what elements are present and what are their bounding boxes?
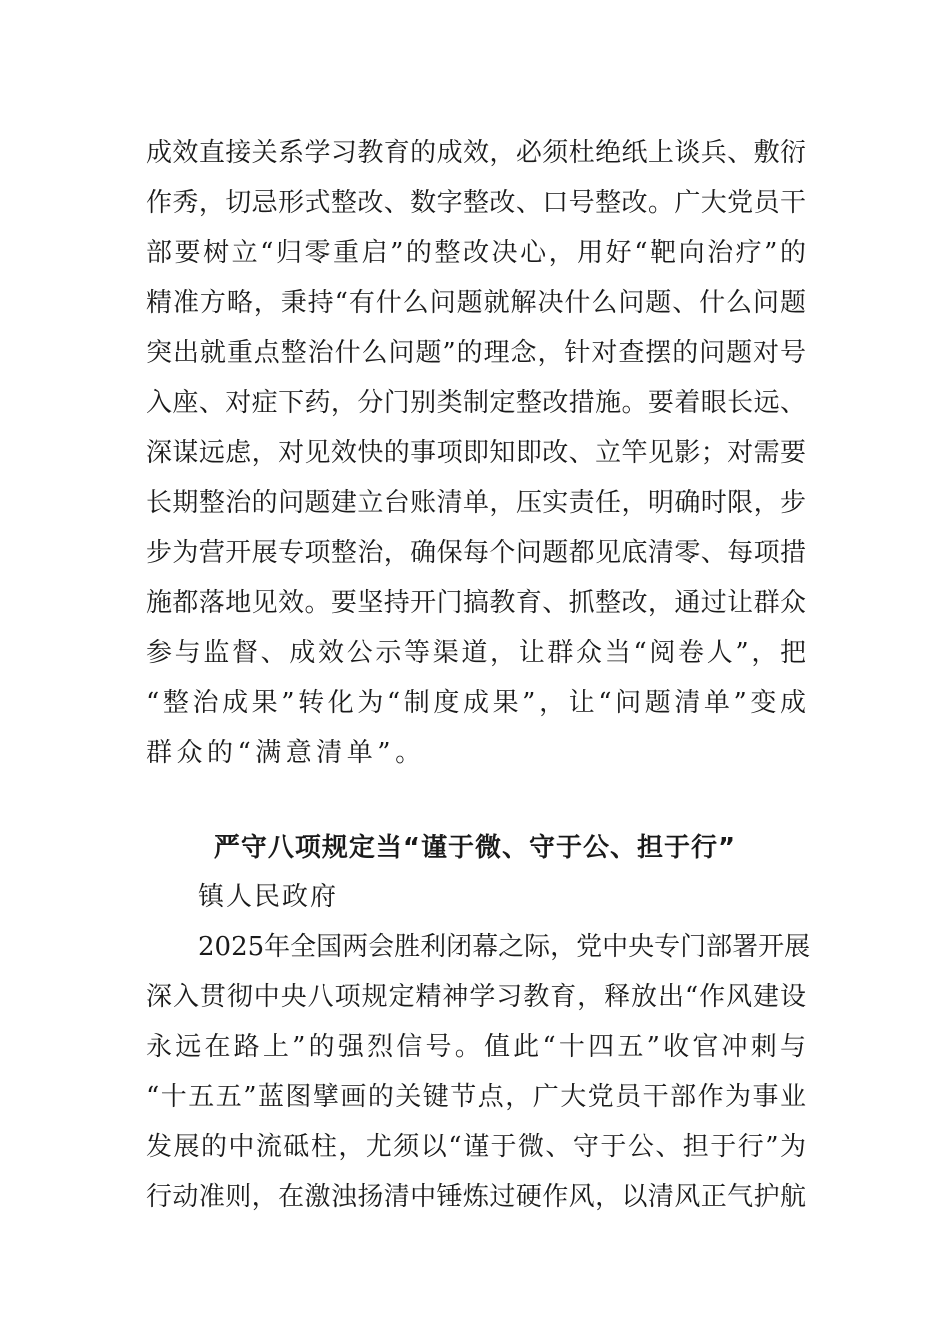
article-title: 严守八项规定当“谨于微、守于公、担于行”: [213, 833, 737, 863]
paragraph-line: 作秀，切忌形式整改、数字整改、口号整改。广大党员干: [146, 188, 806, 218]
paragraph-line: 深谋远虑，对见效快的事项即知即改、立竿见影；对需要: [146, 438, 806, 468]
paragraph-line: “整治成果”转化为“制度成果”，让“问题清单”变成: [146, 688, 806, 718]
paragraph-line: 发展的中流砥柱，尤须以“谨于微、守于公、担于行”为: [146, 1132, 806, 1162]
paragraph-line: 突出就重点整治什么问题”的理念，针对查摆的问题对号: [146, 338, 806, 368]
paragraph-line: 长期整治的问题建立台账清单，压实责任，明确时限，步: [146, 488, 806, 518]
paragraph-line: 深入贯彻中央八项规定精神学习教育，释放出“作风建设: [146, 982, 806, 1012]
paragraph-line: 步为营开展专项整治，确保每个问题都见底清零、每项措: [146, 538, 806, 568]
paragraph-line: 行动准则，在激浊扬清中锤炼过硬作风，以清风正气护航: [146, 1182, 806, 1212]
paragraph-line: 成效直接关系学习教育的成效，必须杜绝纸上谈兵、敷衍: [146, 138, 806, 168]
paragraph-line: 参与监督、成效公示等渠道，让群众当“阅卷人”，把: [146, 638, 806, 668]
paragraph-line: “十五五”蓝图擘画的关键节点，广大党员干部作为事业: [146, 1082, 806, 1112]
paragraph-line: 2025年全国两会胜利闭幕之际，党中央专门部署开展: [198, 932, 811, 962]
paragraph-line: 永远在路上”的强烈信号。值此“十四五”收官冲刺与: [146, 1032, 806, 1062]
paragraph-line: 部要树立“归零重启”的整改决心，用好“靶向治疗”的: [146, 238, 806, 268]
paragraph-line: 施都落地见效。要坚持开门搞教育、抓整改，通过让群众: [146, 588, 806, 618]
paragraph-line: 精准方略，秉持“有什么问题就解决什么问题、什么问题: [146, 288, 806, 318]
paragraph-line: 群众的“满意清单”。: [146, 738, 426, 768]
article-author: 镇人民政府: [198, 882, 339, 912]
paragraph-line: 入座、对症下药，分门别类制定整改措施。要着眼长远、: [146, 388, 806, 418]
